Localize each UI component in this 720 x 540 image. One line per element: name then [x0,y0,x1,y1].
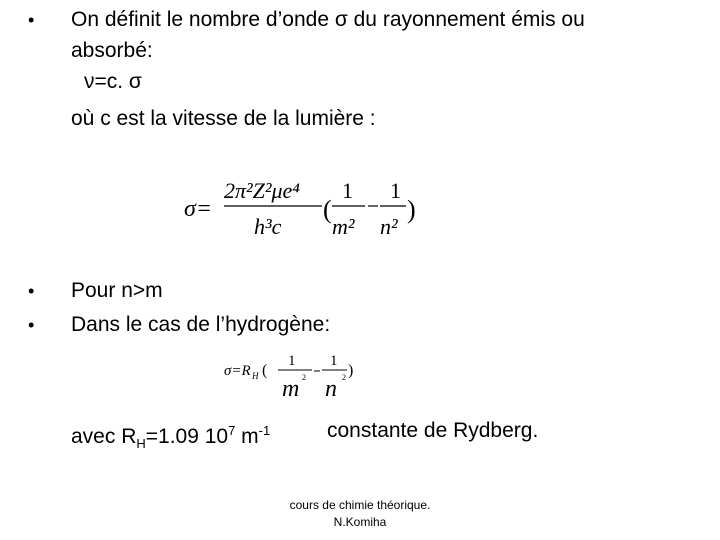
close-paren: ) [407,195,416,224]
wave-number-formula [180,170,420,245]
rydberg-exponent: 7 [228,423,236,438]
text-line: absorbé: [71,39,153,62]
formula-lhs: σ=R [224,363,251,379]
nu-equation: ν=c. σ [84,70,142,93]
rydberg-label: constante de Rydberg. [327,419,539,442]
text-line: Pour n>m [71,279,163,302]
exponent: 2 [302,373,306,382]
rydberg-unit: m [235,425,259,448]
one-numerator: 1 [288,353,296,369]
rydberg-value: =1.09 10 [145,425,229,448]
m-squared: m² [332,214,355,239]
bullet-marker: • [28,315,35,335]
rydberg-formula [222,350,362,400]
text-line: On définit le nombre d’onde σ du rayonnement émis ou [71,8,585,31]
formula-lhs-sub: H [252,371,259,381]
footer-author: N.Komiha [333,515,387,529]
text-line: Dans le cas de l’hydrogène: [71,313,331,336]
bullet-marker: • [28,10,35,30]
rydberg-prefix: avec R [71,425,137,448]
rydberg-constant [71,418,270,457]
one-numerator: 1 [390,178,401,203]
open-paren: ( [262,362,268,379]
footer [240,497,480,531]
n-squared: n² [380,214,398,239]
one-numerator: 1 [342,178,353,203]
formula-denominator: h³c [254,214,282,239]
formula-lhs: σ= [184,196,213,222]
open-paren: ( [323,195,332,224]
exponent: 2 [342,373,346,382]
m-symbol: m [282,376,300,400]
footer-course: cours de chimie théorique. [289,498,431,512]
close-paren: ) [348,362,354,379]
one-numerator: 1 [330,353,338,369]
rydberg-subscript: H [136,436,146,452]
formula-numerator: 2π²Z²μe⁴ [224,178,300,203]
bullet-marker: • [28,281,35,301]
rydberg-unit-exponent: -1 [258,423,271,438]
text-line: où c est la vitesse de la lumière : [71,107,376,130]
n-symbol: n [325,376,337,400]
